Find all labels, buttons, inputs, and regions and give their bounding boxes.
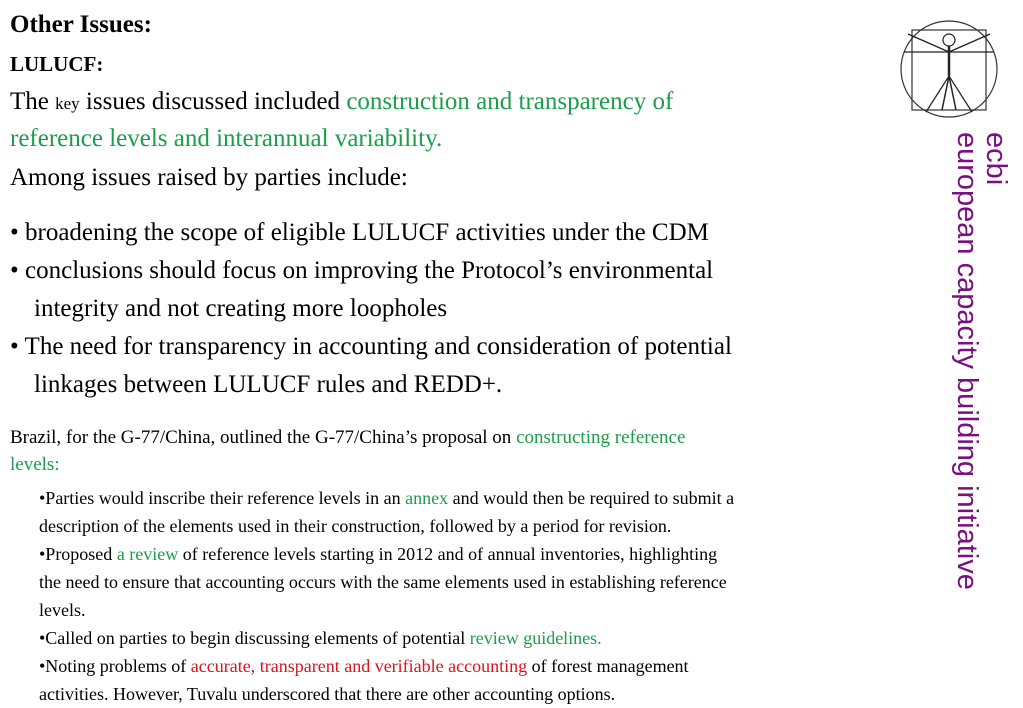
section-subtitle: LULUCF: [10, 52, 104, 76]
intro-highlight-1: construction and transparency of [346, 88, 674, 115]
brand-line-2: ecbi [980, 132, 1012, 186]
subpoint-1 [39, 484, 734, 512]
subpoint-3 [39, 624, 602, 652]
subpoint-1-cont: description of the elements used in their construction, followed by a period for revision. [39, 516, 672, 536]
subpoint-2-tail: of reference levels starting in 2012 and of annual inventories, highlighting [178, 544, 718, 564]
bullet-2-cont: integrity and not creating more loopholes [34, 295, 448, 322]
ecbi-brand-text [914, 132, 1012, 677]
subpoint-3-highlight: review guidelines. [469, 628, 602, 648]
subpoint-2-text: •Proposed [39, 544, 117, 564]
subpoint-4-highlight: accurate, transparent and verifiable accounting [190, 656, 528, 676]
subpoint-1-text: •Parties would inscribe their reference levels in an [39, 488, 406, 508]
subpoint-1-highlight: annex [405, 488, 449, 508]
intro-highlight-2: reference levels and interannual variability. [10, 125, 443, 152]
vitruvian-logo [898, 18, 1000, 120]
bullet-2: • conclusions should focus on improving the Protocol’s environmental [10, 257, 714, 284]
subpoint-2 [39, 540, 717, 568]
subpoint-2-cont-2: levels. [39, 600, 86, 620]
intro-among: Among issues raised by parties include: [10, 164, 408, 191]
subpoint-4-cont: activities. However, Tuvalu underscored that there are other accounting options. [39, 684, 616, 704]
brazil-line-2: levels: [10, 454, 60, 475]
subpoint-2-highlight: a review [116, 544, 179, 564]
brazil-highlight: constructing reference [516, 427, 686, 448]
bullet-1: • broadening the scope of eligible LULUCF activities under the CDM [10, 219, 709, 246]
intro-rest: issues discussed included [79, 88, 347, 115]
subpoint-4 [39, 652, 689, 680]
intro-key: key [55, 94, 80, 113]
subpoint-4-tail: of forest management [527, 656, 689, 676]
subpoint-2-cont: the need to ensure that accounting occurs with the same elements used in establishing reference [39, 572, 727, 592]
subpoint-3-text: •Called on parties to begin discussing elements of potential [39, 628, 470, 648]
brazil-line-1 [10, 425, 685, 450]
brazil-text: Brazil, for the G-77/China, outlined the G-77/China’s proposal on [10, 427, 517, 448]
brand-line-1: european capacity building initiative [951, 132, 983, 590]
bullet-3: • The need for transparency in accounting and consideration of potential [10, 333, 732, 360]
subpoint-1-tail: and would then be required to submit a [448, 488, 735, 508]
subpoint-4-text: •Noting problems of [39, 656, 191, 676]
page-title: Other Issues: [10, 11, 152, 38]
intro-line-1 [10, 84, 673, 122]
bullet-3-cont: linkages between LULUCF rules and REDD+. [34, 371, 503, 398]
intro-the: The [10, 88, 56, 115]
